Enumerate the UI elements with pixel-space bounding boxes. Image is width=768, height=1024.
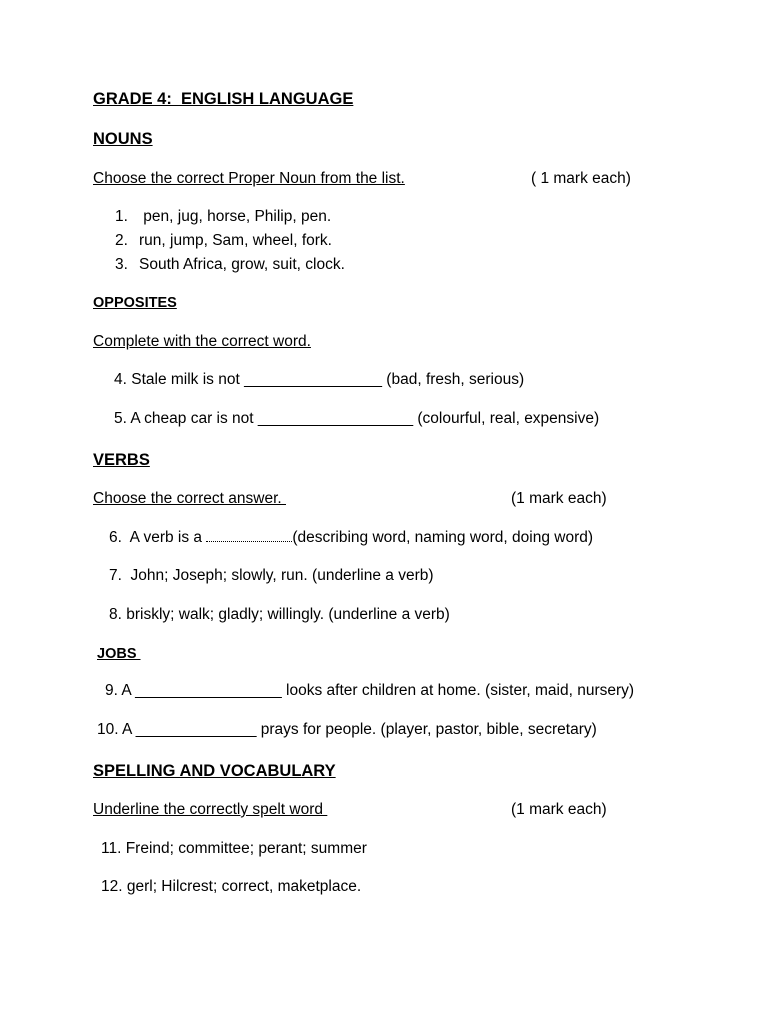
- verbs-marks: (1 mark each): [511, 490, 607, 507]
- nouns-instruction: Choose the correct Proper Noun from the list.: [93, 170, 405, 187]
- nouns-marks: ( 1 mark each): [531, 170, 631, 187]
- verbs-instruction: Choose the correct answer.: [93, 490, 286, 507]
- question-item: 8. briskly; walk; gladly; willingly. (underline a verb): [109, 606, 450, 623]
- opposites-instruction: Complete with the correct word.: [93, 333, 311, 350]
- list-item-number: 2.: [115, 232, 128, 249]
- list-item: South Africa, grow, suit, clock.: [139, 256, 345, 273]
- opposites-heading: OPPOSITES: [93, 295, 177, 311]
- spelling-marks: (1 mark each): [511, 801, 607, 818]
- list-item-number: 3.: [115, 256, 128, 273]
- question-item: 11. Freind; committee; perant; summer: [101, 840, 367, 857]
- question-item: 12. gerl; Hilcrest; correct, maketplace.: [101, 878, 362, 895]
- nouns-heading: NOUNS: [93, 130, 153, 148]
- list-item: pen, jug, horse, Philip, pen.: [139, 208, 332, 225]
- question-item: 7. John; Joseph; slowly, run. (underline a verb): [109, 567, 434, 584]
- answer-blank: [206, 530, 292, 542]
- question-item: 5. A cheap car is not __________________ (colourful, real, expensive): [114, 410, 600, 427]
- question-item: [109, 528, 593, 548]
- question-item: 10. A ______________ prays for people. (player, pastor, bible, secretary): [97, 721, 597, 738]
- spelling-instruction: Underline the correctly spelt word: [93, 801, 328, 818]
- page-title: GRADE 4: ENGLISH LANGUAGE: [93, 90, 354, 108]
- jobs-heading: JOBS: [97, 646, 141, 662]
- question-item: 4. Stale milk is not ________________ (bad, fresh, serious): [114, 371, 525, 388]
- question-options: (describing word, naming word, doing word): [292, 529, 594, 546]
- verbs-heading: VERBS: [93, 451, 150, 469]
- spelling-heading: SPELLING AND VOCABULARY: [93, 762, 336, 780]
- question-prefix: 6. A verb is a: [109, 529, 207, 546]
- question-item: 9. A _________________ looks after children at home. (sister, maid, nursery): [105, 682, 635, 699]
- list-item: run, jump, Sam, wheel, fork.: [139, 232, 332, 249]
- list-item-number: 1.: [115, 208, 128, 225]
